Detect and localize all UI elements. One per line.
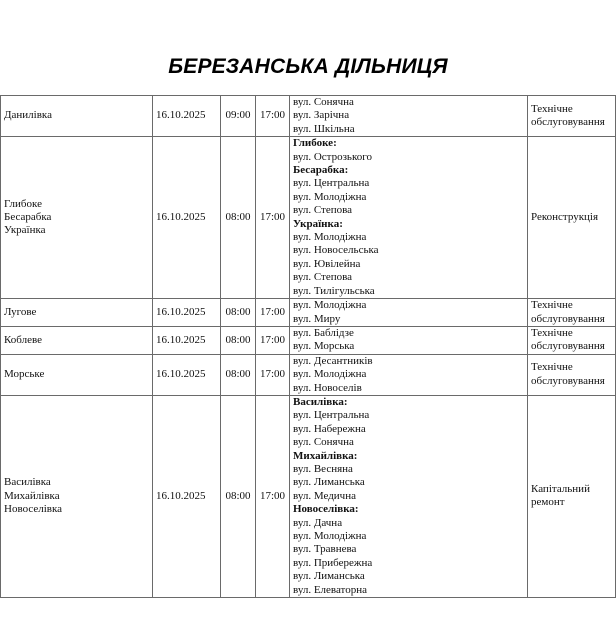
date-cell: 16.10.2025: [153, 299, 221, 327]
table-row: [1, 395, 616, 597]
work-type: Капітальний ремонт: [531, 483, 590, 509]
work-type: Технічне обслуговування: [531, 102, 605, 129]
table-row: [1, 96, 616, 137]
street-name: вул. Дачна: [293, 516, 343, 529]
street-name: вул. Сонячна: [293, 436, 354, 449]
street-name: вул. Молодіжна: [293, 530, 367, 542]
work-type-cell: [528, 395, 616, 597]
streets-cell: [290, 354, 528, 395]
start-time-cell: 08:00: [221, 354, 256, 395]
date-cell: 16.10.2025: [153, 354, 221, 395]
work-type-cell: [528, 137, 616, 299]
settlement-heading: Бесарабка:: [293, 164, 349, 177]
street-name: вул. Степова: [293, 271, 353, 284]
settlement-name: Лугове: [4, 305, 37, 318]
settlement-name: Данилівка: [4, 109, 52, 122]
street-name: вул. Баблідзе: [293, 326, 354, 339]
street-name: вул. Центральна: [293, 177, 370, 190]
end-time-cell: 17:00: [256, 326, 290, 354]
work-type-cell: [528, 96, 616, 137]
street-name: вул. Центральна: [293, 409, 370, 422]
street-name: вул. Молодіжна: [293, 231, 367, 244]
street-name: вул. Набережна: [293, 422, 366, 435]
page-title: БЕРЕЗАНСЬКА ДІЛЬНИЦЯ: [168, 55, 448, 78]
start-time-cell: 09:00: [221, 96, 256, 137]
street-name: вул. Новосельська: [293, 244, 379, 257]
date-cell: 16.10.2025: [153, 96, 221, 137]
start-time-cell: 08:00: [221, 395, 256, 597]
work-type-cell: [528, 326, 616, 354]
start-time-cell: 08:00: [221, 299, 256, 327]
street-name: вул. Травнева: [293, 543, 357, 556]
work-type-cell: [528, 299, 616, 327]
settlement-name: Василівка: [4, 476, 51, 489]
street-name: вул. Сонячна: [293, 96, 354, 108]
street-name: вул. Миру: [293, 312, 341, 325]
street-name: вул. Морська: [293, 340, 355, 353]
work-type: Технічне обслуговування: [531, 361, 605, 387]
streets-cell: [290, 326, 528, 354]
street-name: вул. Десантників: [293, 354, 373, 367]
date-cell: 16.10.2025: [153, 395, 221, 597]
table-row: [1, 137, 616, 299]
street-name: вул. Лиманська: [293, 570, 365, 583]
outage-schedule-table: [0, 95, 616, 598]
work-type-cell: [528, 354, 616, 395]
street-name: вул. Тилігульська: [293, 284, 375, 297]
street-name: вул. Острозького: [293, 150, 372, 163]
table-row: [1, 299, 616, 327]
settlements-cell: [1, 395, 153, 597]
end-time-cell: 17:00: [256, 299, 290, 327]
street-name: вул. Медична: [293, 489, 356, 502]
street-name: вул. Весняна: [293, 462, 353, 475]
street-name: вул. Зарічна: [293, 109, 350, 122]
table-row: [1, 326, 616, 354]
settlement-name: Морське: [4, 368, 45, 381]
date-cell: 16.10.2025: [153, 326, 221, 354]
end-time-cell: 17:00: [256, 96, 290, 137]
street-name: вул. Елеваторна: [293, 583, 367, 596]
streets-cell: [290, 137, 528, 299]
settlements-cell: [1, 299, 153, 327]
date-cell: 16.10.2025: [153, 137, 221, 299]
settlement-name: Новоселівка: [4, 503, 63, 516]
settlement-heading: Новоселівка:: [293, 503, 359, 516]
settlement-name: Михайлівка: [4, 489, 60, 502]
settlements-cell: [1, 354, 153, 395]
street-name: вул. Молодіжна: [293, 299, 367, 312]
table-row: [1, 354, 616, 395]
start-time-cell: 08:00: [221, 326, 256, 354]
streets-cell: [290, 96, 528, 137]
street-name: вул. Молодіжна: [293, 190, 367, 203]
work-type: Технічне обслуговування: [531, 326, 605, 353]
work-type: Реконструкція: [531, 210, 599, 223]
settlements-cell: [1, 96, 153, 137]
settlements-cell: [1, 326, 153, 354]
end-time-cell: 17:00: [256, 137, 290, 299]
end-time-cell: 17:00: [256, 395, 290, 597]
settlement-name: Українка: [4, 224, 46, 237]
street-name: вул. Прибережна: [293, 556, 373, 569]
street-name: вул. Ювілейна: [293, 257, 361, 270]
settlement-heading: Глибоке:: [293, 137, 337, 150]
street-name: вул. Степова: [293, 204, 353, 217]
settlement-heading: Василівка:: [293, 395, 348, 408]
settlement-name: Бесарабка: [4, 210, 52, 223]
end-time-cell: 17:00: [256, 354, 290, 395]
settlement-heading: Українка:: [293, 217, 343, 230]
settlement-name: Глибоке: [4, 197, 42, 210]
work-type: Технічне обслуговування: [531, 299, 605, 325]
streets-cell: [290, 299, 528, 327]
street-name: вул. Лиманська: [293, 476, 365, 489]
settlement-name: Коблеве: [4, 333, 42, 346]
start-time-cell: 08:00: [221, 137, 256, 299]
settlement-heading: Михайлівка:: [293, 449, 358, 462]
street-name: вул. Молодіжна: [293, 368, 367, 381]
settlements-cell: [1, 137, 153, 299]
street-name: вул. Шкільна: [293, 122, 355, 135]
streets-cell: [290, 395, 528, 597]
street-name: вул. Новоселів: [293, 381, 362, 394]
